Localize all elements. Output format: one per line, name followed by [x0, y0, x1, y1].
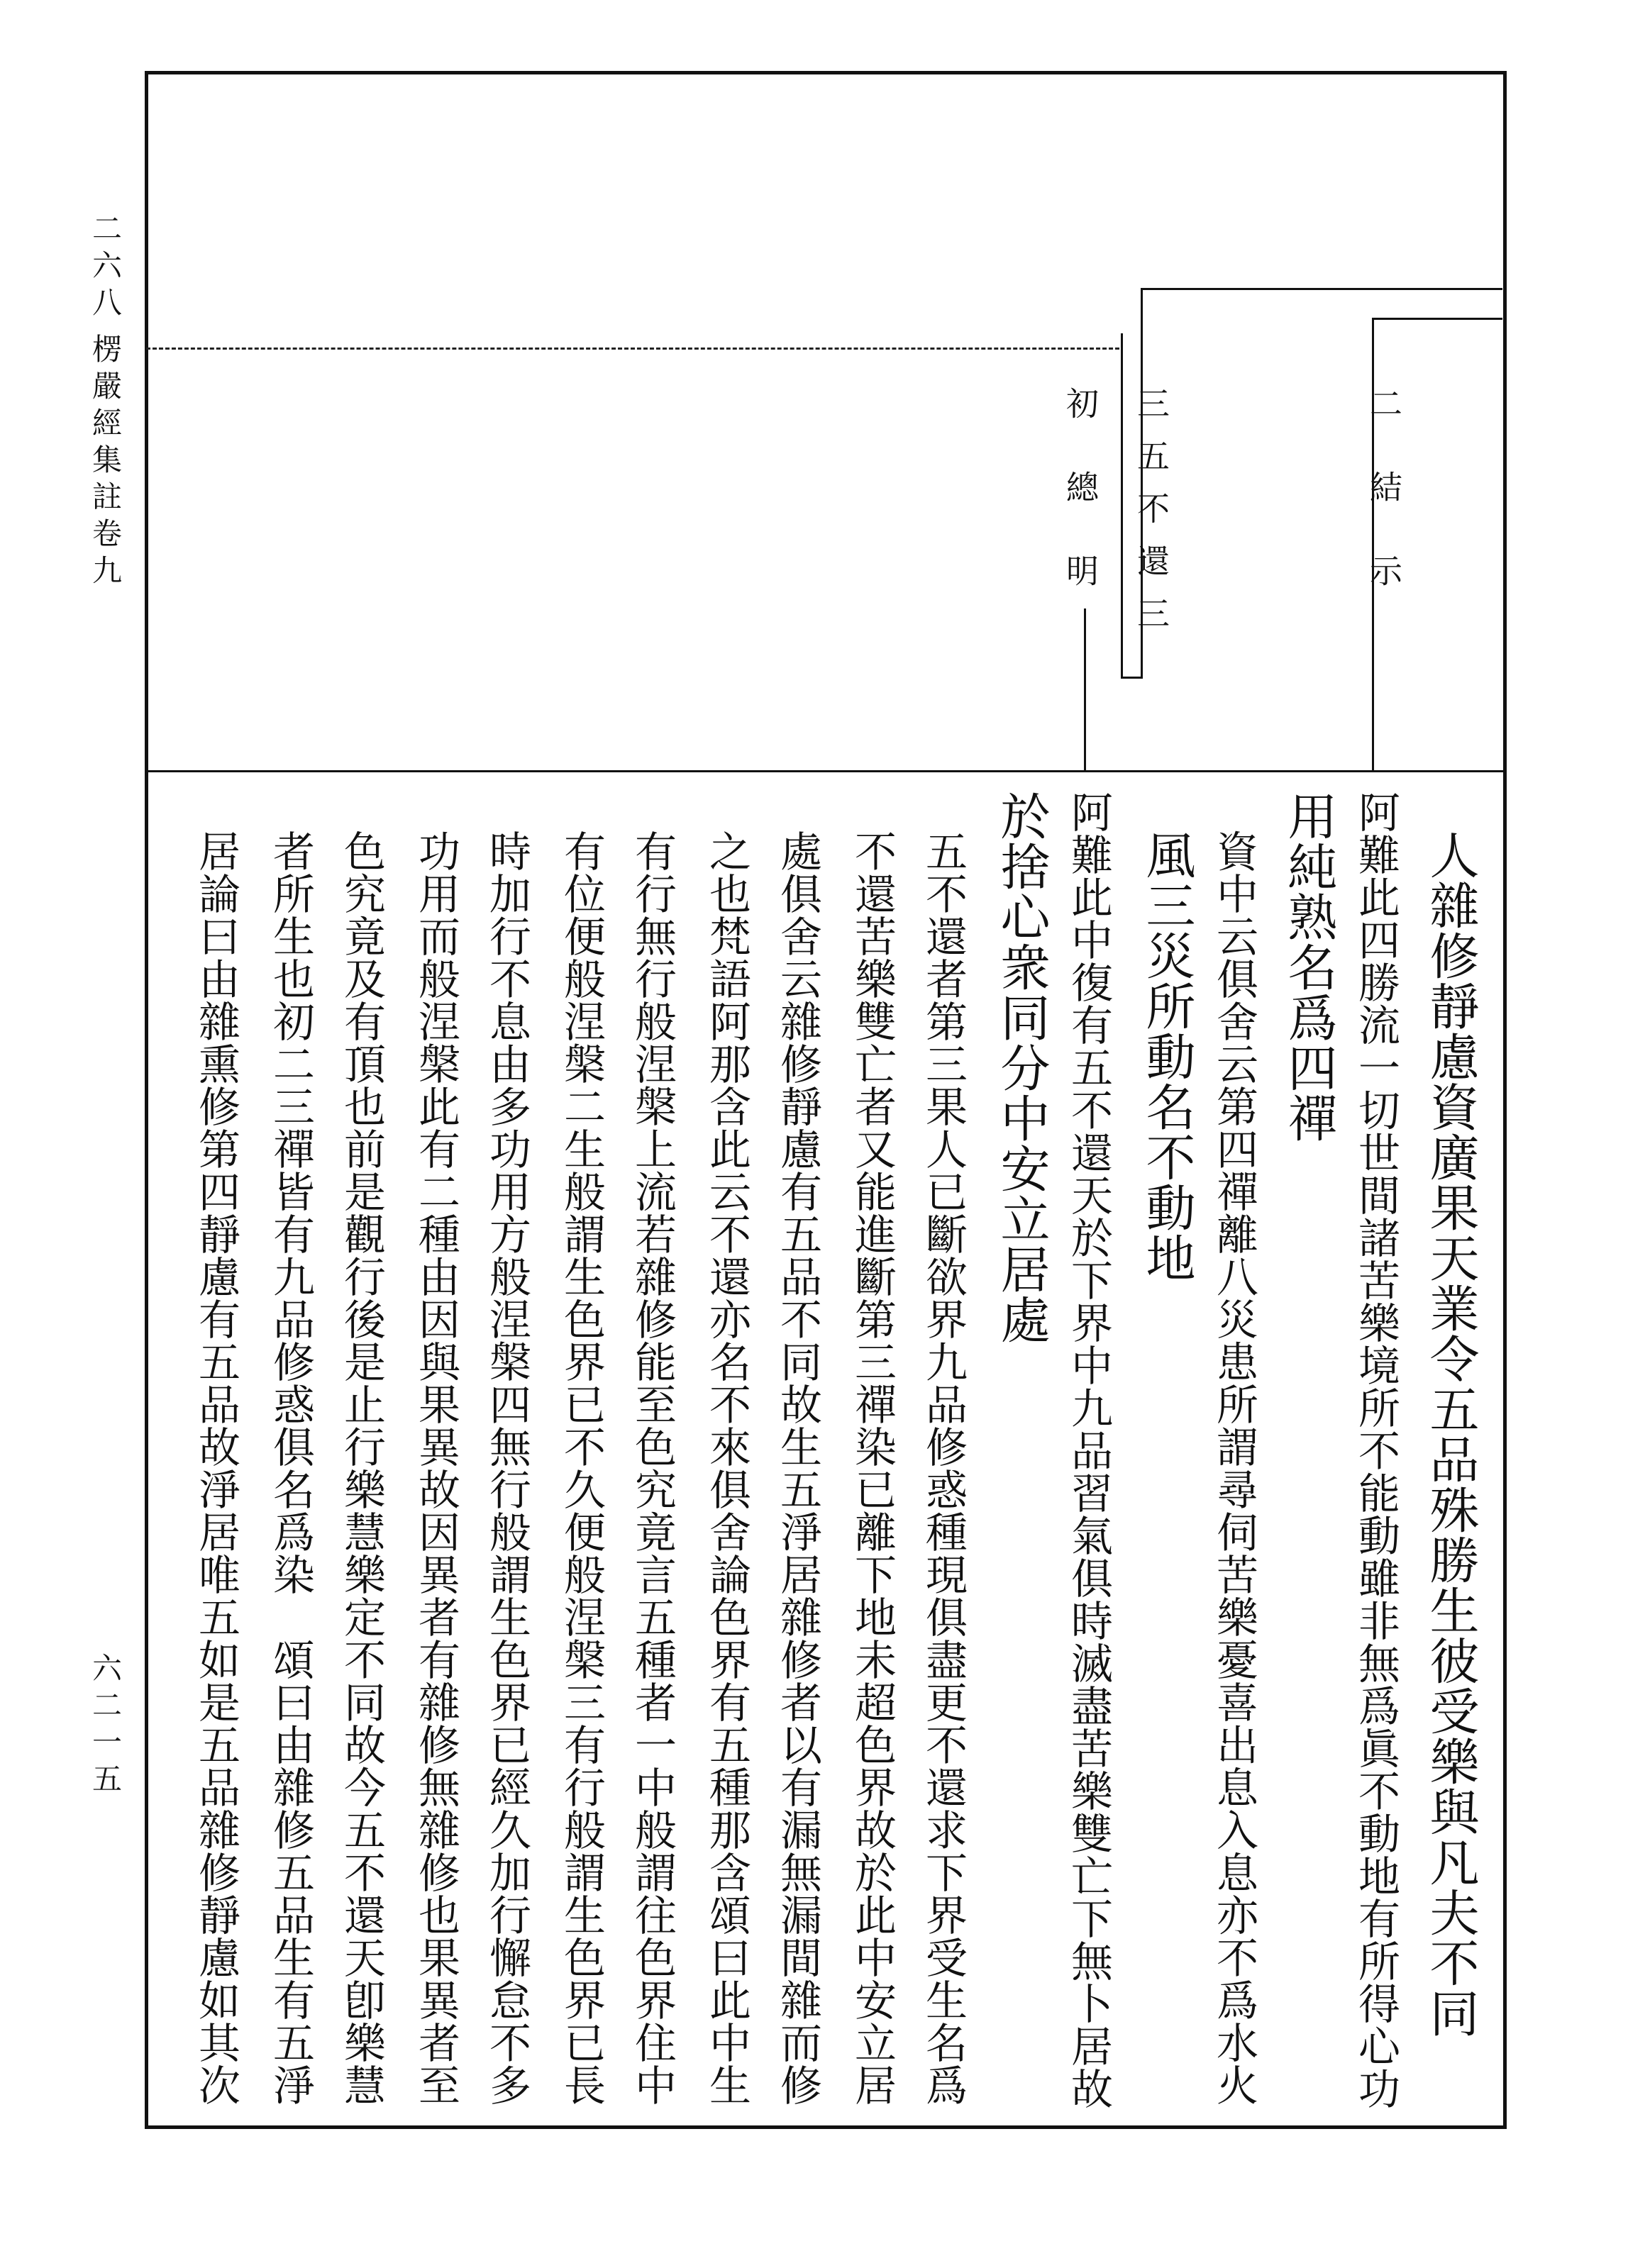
text-column: 處俱舍云雜修靜慮有五品不同故生五淨居雜修者以有漏無漏間雜而修	[773, 830, 822, 2106]
text-column: 者所生也初二三禪皆有九品修惑俱名爲染 頌曰由雜修五品生有五淨	[266, 830, 315, 2106]
outline-inner-line	[1121, 333, 1123, 679]
text-column: 資中云俱舍云第四禪離八災患所謂尋伺苦樂憂喜出息入息亦不爲水火	[1209, 830, 1258, 2106]
text-column: 色究竟及有頂也前是觀行後是止行樂慧樂定不同故今五不還天卽樂慧	[337, 830, 386, 2106]
text-column: 時加行不息由多功用方般涅槃四無行般謂生色界已經久加行懈怠不多	[482, 830, 531, 2106]
text-column: 五不還者第三果人已斷欲界九品修惑種現俱盡更不還求下界受生名爲	[919, 830, 968, 2106]
outline-line-2	[1372, 318, 1502, 320]
text-column: 阿難此四勝流一切世間諸苦樂境所不能動雖非無爲眞不動地有所得心功	[1351, 791, 1400, 2110]
running-title: 楞嚴經集註卷九	[88, 333, 123, 591]
dashed-separator	[146, 348, 1119, 350]
text-column: 居論曰由雜熏修第四靜慮有五品故淨居唯五如是五品雜修靜慮如其次	[192, 830, 240, 2106]
body-top-rule	[146, 770, 1504, 772]
heading-1-general: 初總明	[1061, 387, 1100, 638]
text-column: 用純熟名爲四禪	[1280, 791, 1338, 1143]
text-column: 阿難此中復有五不還天於下界中九品習氣俱時滅盡苦樂雙亡下無卜居故	[1064, 791, 1113, 2110]
page-number-bottom: 六二一五	[88, 1652, 123, 1800]
outline-bracket-foot	[1121, 677, 1143, 679]
text-column: 有行無行般涅槃上流若雜修能至色究竟言五種者一中般謂往色界住中	[628, 830, 677, 2106]
text-column: 人雜修靜慮資廣果天業令五品殊勝生彼受樂與凡夫不同	[1422, 830, 1480, 2038]
page-number-top: 二六八	[88, 213, 123, 323]
text-column: 於捨心衆同分中安立居處	[992, 791, 1051, 1345]
text-column: 之也梵語阿那含此云不還亦名不來俱舍論色界有五種那含頌曰此中生	[702, 830, 751, 2106]
text-column: 不還苦樂雙亡者又能進斷第三禪染已離下地未超色界故於此中安立居	[848, 830, 897, 2106]
text-column: 功用而般涅槃此有二種由因與果異故因異者有雜修無雜修也果異者至	[411, 830, 460, 2106]
heading-3-five-non-returning: 三五不還三	[1132, 387, 1170, 649]
outline-line-top	[1141, 288, 1502, 290]
text-column: 有位便般涅槃二生般謂生色界已不久便般涅槃三有行般謂生色界已長	[557, 830, 606, 2106]
text-column: 風三災所動名不動地	[1138, 830, 1196, 1283]
heading-2-conclusion: 二結示	[1365, 387, 1403, 638]
